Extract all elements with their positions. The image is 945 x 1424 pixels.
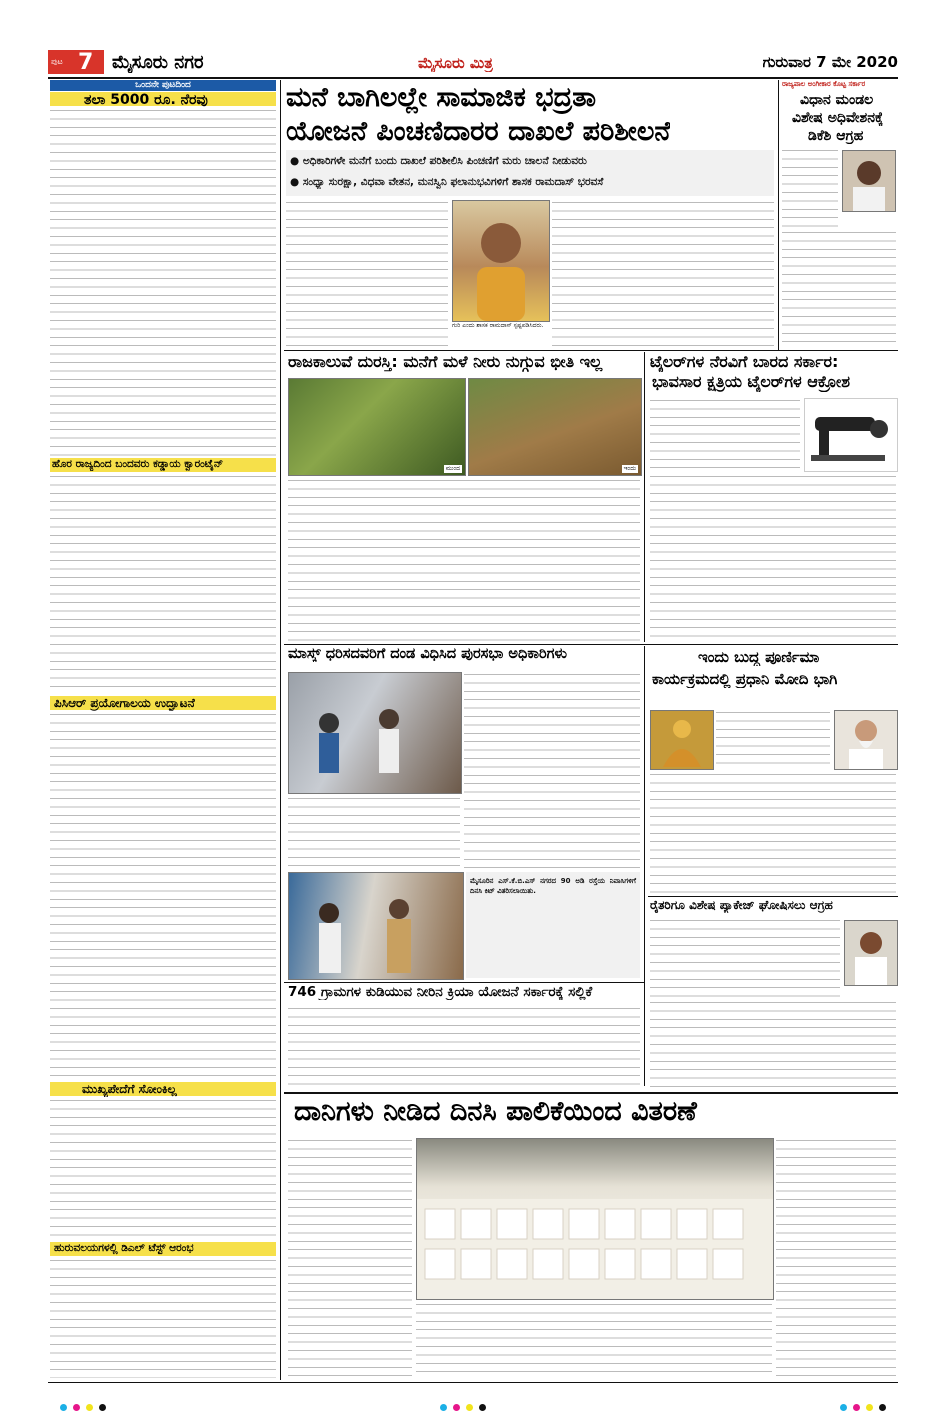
print-register-marks-center	[440, 1404, 486, 1411]
bottom-headline: ದಾನಿಗಳು ನೀಡಿದ ದಿನಸಿ ಪಾಲಿಕೆಯಿಂದ ವಿತರಣೆ	[294, 1096, 697, 1127]
mask-body-b	[464, 672, 640, 868]
photo-label-after: ಇಂದು	[623, 465, 636, 472]
top-body-a	[286, 200, 448, 348]
grocery-distribution-photo	[416, 1138, 774, 1300]
buddha-body-b	[650, 772, 896, 894]
dks-title-1: ವಿಧಾನ ಮಂಡಲ	[800, 92, 874, 108]
top-headline-2: ಯೋಜನೆ ಪಿಂಚಣಿದಾರರ ದಾಖಲೆ ಪರಿಶೀಲನೆ	[286, 116, 671, 147]
left-headline-5: ಹುರುವಲಯಗಳಲ್ಲಿ ಡಿಎಲ್ ಟೆಸ್ಟ್ ಆರಂಭ	[54, 1242, 194, 1254]
farmer-headline: ರೈತರಿಗೂ ವಿಶೇಷ ಪ್ಯಾಕೇಜ್ ಘೋಷಿಸಲು ಆಗ್ರಹ	[650, 898, 833, 912]
top-bullet-2: ● ಸಂಧ್ಯಾ ಸುರಕ್ಷಾ, ವಿಧವಾ ವೇತನ, ಮನಸ್ವಿನಿ ಫಲಾನುಭವಿಗಳಿಗೆ ಶಾಸಕ ರಾಮದಾಸ್ ಭರವಸೆ	[290, 176, 604, 188]
bottom-body-b	[416, 1302, 772, 1378]
buddha-headline-1: ಇಂದು ಬುದ್ಧ ಪೂರ್ಣಿಮಾ	[698, 648, 820, 666]
mla-portrait-photo	[452, 200, 550, 322]
page-label: ಪುಟ	[51, 57, 63, 66]
sewing-machine-photo	[804, 398, 898, 472]
rain-body	[288, 478, 640, 642]
grocery-kit-caption-box	[466, 872, 640, 978]
grocery-kit-caption: ಮೈಸೂರಿನ ಎಸ್.ಕೆ.ಬಿ.ಎಸ್ ನಗರದ 90 ಅಡಿ ರಸ್ತೆಯ ನಿವಾಸಿಗಳಿಗೆ ದಿನಸಿ ಕಿಟ್ ವಿತರಿಸಲಾಯಿತು.	[470, 877, 636, 895]
farmer-body-b	[650, 1000, 896, 1088]
dks-title-3: ಡಿಕೆಶಿ ಆಗ್ರಹ	[808, 128, 864, 144]
tailor-body-a	[650, 398, 800, 470]
left-headline-3: ಪಿಸಿಆರ್ ಪ್ರಯೋಗಾಲಯ ಉದ್ಘಾಟನೆ	[54, 696, 195, 710]
buddha-photo	[650, 710, 714, 770]
water-body	[288, 1006, 640, 1088]
page-number-box	[48, 50, 104, 74]
tailor-headline-1: ಟೈಲರ್‌ಗಳ ನೆರವಿಗೆ ಬಾರದ ಸರ್ಕಾರ:	[650, 352, 839, 371]
left-headline-1: ತಲಾ 5000 ರೂ. ನೆರವು	[84, 92, 208, 108]
left-headline-4: ಮುಖ್ಯಪೇದೆಗೆ ಸೋಂಕಿಲ್ಲ	[82, 1082, 177, 1096]
masthead	[48, 50, 898, 76]
top-body-b	[552, 200, 774, 348]
drain-after-photo	[468, 378, 642, 476]
issue-date: ಗುರುವಾರ 7 ಮೇ 2020	[762, 53, 898, 71]
mask-fine-photo	[288, 672, 462, 794]
buddha-body-a	[716, 710, 830, 768]
modi-photo	[834, 710, 898, 770]
dks-portrait-photo	[842, 150, 896, 212]
tailor-headline-2: ಭಾವಸಾರ ಕ್ಷತ್ರಿಯ ಟೈಲರ್‌ಗಳ ಆಕ್ರೋಶ	[652, 372, 850, 391]
left-headline-2: ಹೊರ ರಾಜ್ಯದಿಂದ ಬಂದವರು ಕಡ್ಡಾಯ ಕ್ವಾರಂಟೈನ್	[52, 458, 224, 470]
paper-name: ಮೈಸೂರು ಮಿತ್ರ	[418, 54, 493, 72]
top-headline-1: ಮನೆ ಬಾಗಿಲಲ್ಲೇ ಸಾಮಾಜಿಕ ಭದ್ರತಾ	[286, 82, 597, 113]
water-headline: 746 ಗ್ರಾಮಗಳ ಕುಡಿಯುವ ನೀರಿನ ಕ್ರಿಯಾ ಯೋಜನೆ ಸರ್ಕಾರಕ್ಕೆ ಸಲ್ಲಿಕೆ	[288, 984, 593, 1000]
farmer-body-a	[650, 918, 840, 998]
bottom-body-c	[776, 1138, 896, 1378]
dks-body-2	[782, 230, 896, 348]
grocery-kit-photo	[288, 872, 464, 980]
dks-title-2: ವಿಶೇಷ ಅಧಿವೇಶನಕ್ಕೆ	[792, 110, 884, 126]
bottom-body-a	[288, 1138, 412, 1378]
left-body-3	[50, 712, 276, 1080]
tailor-body-b	[650, 474, 896, 642]
dks-kicker: ರಾಜ್ಯಪಾಲ ಅಂಗೀಕಾರ ಕೊಟ್ಟ ಸರ್ಕಾರ	[782, 80, 866, 88]
left-body-5	[50, 1258, 276, 1378]
photo-label-before: ಮುಂದ	[445, 465, 460, 472]
mask-body-a	[288, 796, 460, 868]
print-register-marks-left	[60, 1404, 106, 1411]
rain-headline: ರಾಜಕಾಲುವೆ ದುರಸ್ತಿ: ಮನೆಗೆ ಮಳೆ ನೀರು ನುಗ್ಗುವ ಭೀತಿ ಇಲ್ಲ	[288, 352, 603, 371]
top-bullet-1: ● ಅಧಿಕಾರಿಗಳೇ ಮನೆಗೆ ಬಂದು ದಾಖಲೆ ಪರಿಶೀಲಿಸಿ ಪಿಂಚಣಿಗೆ ಮರು ಚಾಲನೆ ನೀಡುವರು	[290, 155, 587, 167]
left-body-1	[50, 108, 276, 456]
buddha-headline-2: ಕಾರ್ಯಕ್ರಮದಲ್ಲಿ ಪ್ರಧಾನಿ ಮೋದಿ ಭಾಗಿ	[652, 670, 838, 688]
dks-body	[782, 148, 838, 228]
photo-caption: ಗುರಿ ಎಂದು ಶಾಸಕ ರಾಮದಾಸ್ ಸ್ಪಷ್ಟಪಡಿಸಿದರು.	[452, 322, 544, 329]
mask-headline: ಮಾಸ್ಕ್ ಧರಿಸದವರಿಗೆ ದಂಡ ವಿಧಿಸಿದ ಪುರಸಭಾ ಅಧಿಕಾರಿಗಳು	[288, 646, 567, 662]
page-number: 7	[78, 50, 94, 75]
left-banner: ಒಂದನೇ ಪುಟದಿಂದ	[50, 80, 276, 91]
print-register-marks-right	[840, 1404, 886, 1411]
left-body-2	[50, 474, 276, 694]
section-title: ಮೈಸೂರು ನಗರ	[112, 52, 204, 73]
farmer-leader-photo	[844, 920, 898, 986]
drain-before-photo	[288, 378, 466, 476]
left-body-4	[50, 1098, 276, 1240]
